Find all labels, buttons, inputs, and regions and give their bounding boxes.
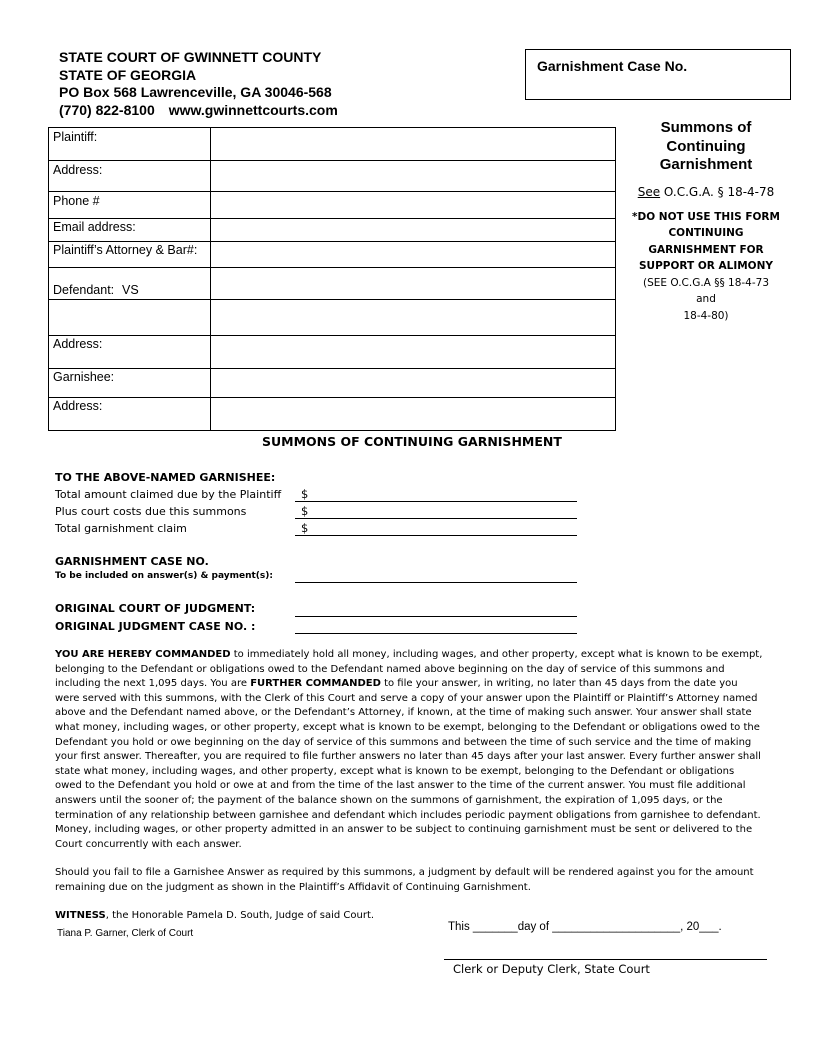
plaintiff-label: Plaintiff: xyxy=(49,128,211,161)
total-claim-currency: $ xyxy=(301,521,309,535)
total-claim-field[interactable] xyxy=(295,535,577,536)
garnishee-address-label: Address: xyxy=(49,398,211,431)
witness-heading: WITNESS xyxy=(55,909,106,921)
email-label: Email address: xyxy=(49,219,211,242)
support-warning xyxy=(632,209,780,325)
table-row xyxy=(49,369,616,398)
command-text-2: to file your answer, in writing, no later than 45 days from the date you were served with this summons, with the Clerk of this Court and serve a copy of your answer upon the Plaintiff or Plaintiff’s Attorney named above and the Defendant named above, or the Defendant’s Attorney, if known, at the time of making such answer. Your answer shall state what money, including wages, or other property, except what is known to be exempt, belonging to the Defendant or obligations owed to the Defendant you hold or owe beginning on the day of service of this summons and between the time of such service and the time of making your first answer. Thereafter, you are required to file further answers no later than 45 days after your last answer. Every further answer shall state what money, including wages, and other property, except what is known to be exempt, belonging to the Defendant or obligations owed to the Defendant you hold or owe at and from the time of the last answer to the time of the current answer. You must file additional answers until the sooner of; the payment of the balance shown on the summons of garnishment, the expiration of 1,095 days, or the termination of any relationship between garnishee and defendant which includes periodic payment obligations from garnishee to defendant. Money, including wages, or other property admitted in an answer to be subject to continuing garnishment must be sent or delivered to the Court concurrently with each answer. xyxy=(55,678,761,850)
court-website: www.gwinnettcourts.com xyxy=(168,101,338,118)
garnishee-field[interactable] xyxy=(211,369,616,398)
court-name: STATE COURT OF GWINNETT COUNTY xyxy=(59,49,322,65)
vs-defendant-cell xyxy=(49,268,211,300)
default-judgment-paragraph: Should you fail to file a Garnishee Answer as required by this summons, a judgment by default will be rendered against you for the amount remaining due on the judgment as shown in the Plaintiff’s Affidavit of Continuing Garnishment. xyxy=(55,867,754,893)
garnishment-case-box[interactable] xyxy=(525,49,791,100)
plaintiff-address-label: Address: xyxy=(49,161,211,192)
side-title-line2: Continuing xyxy=(666,137,746,155)
court-header xyxy=(59,49,338,119)
defendant-label: Defendant: xyxy=(53,283,115,297)
warning-line1: *DO NOT USE THIS FORM xyxy=(632,210,780,223)
table-row xyxy=(49,268,616,300)
garnishee-label: Garnishee: xyxy=(49,369,211,398)
attorney-field[interactable] xyxy=(211,242,616,268)
attorney-label: Plaintiff’s Attorney & Bar#: xyxy=(49,242,211,268)
side-title-line1: Summons of xyxy=(660,119,752,136)
warning-line3: GARNISHMENT FOR xyxy=(648,243,764,256)
total-claim-label: Total garnishment claim xyxy=(55,522,187,535)
garnishee-address-field[interactable] xyxy=(211,398,616,431)
original-court-field[interactable] xyxy=(295,616,577,617)
table-row xyxy=(49,242,616,268)
vs-blank-field xyxy=(211,268,616,300)
court-costs-label: Plus court costs due this summons xyxy=(55,505,247,518)
email-field[interactable] xyxy=(211,219,616,242)
vs-label: VS xyxy=(122,283,139,297)
command-text-1: to immediately hold all money, including wages, and other property, except what is known to be exempt, belonging to the Defendant or obligations owed to the Defendant named above beginning on the day of service of this summons and including the next 1,095 days. You are xyxy=(55,649,763,690)
table-row xyxy=(49,336,616,369)
claim-amount-label: Total amount claimed due by the Plaintiff xyxy=(55,488,282,501)
original-case-label: ORIGINAL JUDGMENT CASE NO. : xyxy=(55,620,256,633)
side-title-line3: Garnishment xyxy=(659,156,753,173)
table-row xyxy=(49,128,616,161)
table-row xyxy=(49,300,616,336)
court-contact xyxy=(59,102,338,120)
see-word: See xyxy=(637,184,661,199)
date-line[interactable]: This _______day of ____________________, 20___. xyxy=(448,921,722,933)
case-number-subheading: To be included on answer(s) & payment(s): xyxy=(55,571,273,581)
defendant-address-label: Address: xyxy=(49,336,211,369)
court-costs-field[interactable] xyxy=(295,518,577,519)
warning-line2: CONTINUING xyxy=(668,227,744,239)
table-row xyxy=(49,219,616,242)
plaintiff-field[interactable] xyxy=(211,128,616,161)
clerk-name: Tiana P. Garner, Clerk of Court xyxy=(57,928,194,939)
summons-body xyxy=(55,648,763,923)
warning-line5: (SEE O.C.G.A §§ 18-4-73 and xyxy=(642,276,770,305)
parties-table xyxy=(48,127,616,431)
command-heading-2: FURTHER COMMANDED xyxy=(250,678,381,690)
signature-label: Clerk or Deputy Clerk, State Court xyxy=(453,962,650,976)
phone-field[interactable] xyxy=(211,192,616,219)
signature-line[interactable] xyxy=(444,959,767,960)
original-court-label: ORIGINAL COURT OF JUDGMENT: xyxy=(55,602,256,615)
court-phone: (770) 822-8100 xyxy=(59,101,155,118)
claim-amount-field[interactable] xyxy=(295,501,577,502)
court-state: STATE OF GEORGIA xyxy=(59,66,197,83)
defendant-field[interactable] xyxy=(211,300,616,336)
plaintiff-address-field[interactable] xyxy=(211,161,616,192)
summons-title: SUMMONS OF CONTINUING GARNISHMENT xyxy=(262,434,562,449)
statute-reference xyxy=(632,185,780,199)
phone-label: Phone # xyxy=(49,192,211,219)
command-heading-1: YOU ARE HEREBY COMMANDED xyxy=(55,649,231,660)
court-costs-currency: $ xyxy=(301,504,309,518)
warning-line6: 18-4-80) xyxy=(683,309,729,322)
command-paragraph xyxy=(55,648,763,852)
garnishee-heading: TO THE ABOVE-NAMED GARNISHEE: xyxy=(55,471,276,484)
case-number-field[interactable] xyxy=(295,582,577,583)
warning-line4: SUPPORT OR ALIMONY xyxy=(639,260,773,272)
claim-amount-currency: $ xyxy=(301,487,309,501)
table-row xyxy=(49,161,616,192)
original-case-field[interactable] xyxy=(295,633,577,634)
court-address: PO Box 568 Lawrenceville, GA 30046-568 xyxy=(59,84,332,100)
table-row xyxy=(49,398,616,431)
garnishment-case-label: Garnishment Case No. xyxy=(537,58,688,74)
summons-side-panel xyxy=(632,119,780,324)
case-number-heading: GARNISHMENT CASE NO. xyxy=(55,555,209,568)
witness-text: , the Honorable Pamela D. South, Judge of said Court. xyxy=(105,909,375,921)
see-ref: O.C.G.A. § 18-4-78 xyxy=(660,184,775,199)
table-row xyxy=(49,192,616,219)
defendant-address-field[interactable] xyxy=(211,336,616,369)
